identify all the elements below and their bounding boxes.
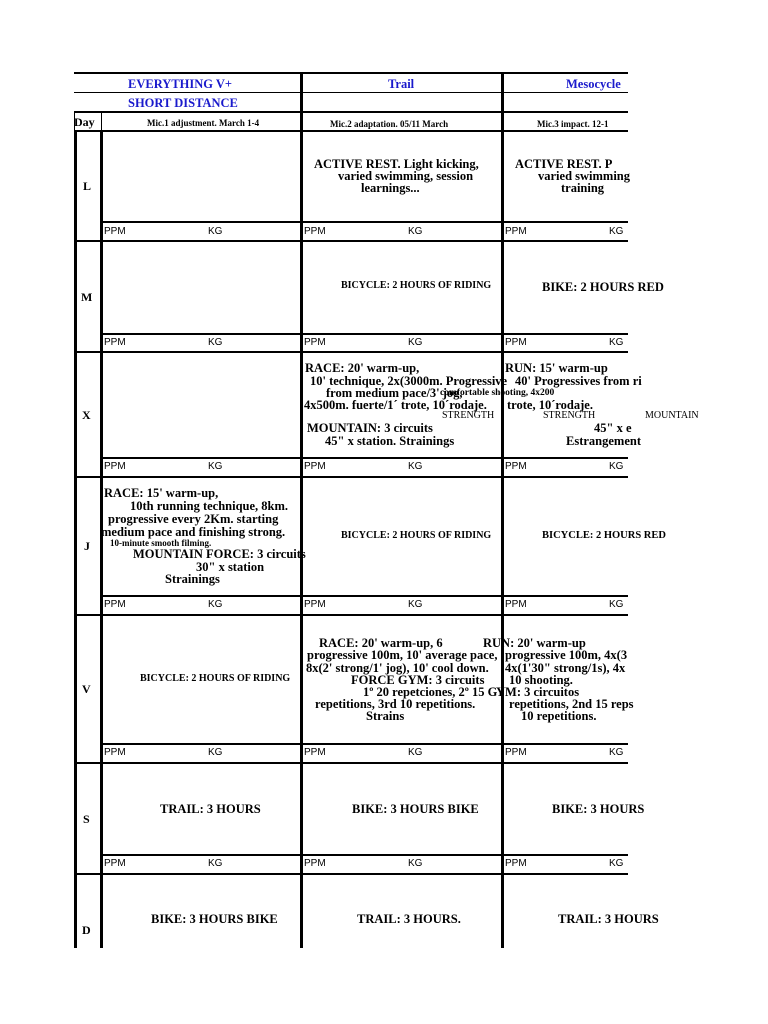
grid-line [74,131,77,948]
grid-line [102,854,628,856]
ppm-label: PPM [304,226,326,237]
grid-line [74,614,628,616]
grid-line [100,131,103,948]
grid-line [74,240,628,242]
session-text: repetitions, 3rd 10 repetitions. [315,697,476,711]
kg-label: KG [408,747,423,758]
ppm-label: PPM [304,747,326,758]
grid-line [101,111,102,131]
session-text: BICYCLE: 2 HOURS OF RIDING [140,673,291,684]
mesocycle-header: Mesocycle [566,77,621,91]
grid-line [74,72,628,74]
session-text: 10' technique, 2x(3000m. Progressive [310,374,508,388]
plan-title: EVERYTHING V+ [128,77,233,91]
session-text: MOUNTAIN [645,410,699,421]
kg-label: KG [208,337,223,348]
kg-label: KG [208,858,223,869]
ppm-label: PPM [505,858,527,869]
session-text: BIKE: 3 HOURS BIKE [151,912,278,926]
day-label-wednesday: X [82,408,91,422]
ppm-label: PPM [505,461,527,472]
grid-line [300,72,303,948]
ppm-label: PPM [505,747,527,758]
session-text: 30" x station [196,560,265,574]
kg-label: KG [609,461,624,472]
kg-label: KG [609,337,624,348]
kg-label: KG [609,599,624,610]
microcycle-1-header: Mic.1 adjustment. March 1-4 [147,118,260,128]
session-text: repetitions, 2nd 15 reps [509,697,634,711]
session-text: TRAIL: 3 HOURS [160,802,261,816]
session-text: RUN: 15' warm-up [505,361,608,375]
session-text: STRENGTH [442,410,495,421]
session-text: Strainings [165,572,220,586]
session-text: BIKE: 3 HOURS BIKE [352,802,479,816]
session-text: from medium pace/3' jog, [326,386,463,400]
ppm-label: PPM [104,337,126,348]
session-text: 45" x station. Strainings [325,434,455,448]
grid-line [74,351,628,353]
session-text: varied swimming, session [338,169,474,183]
session-text: 4x500m. fuerte/1´ trote, 10´rodaje. [304,398,487,412]
grid-line [74,762,628,764]
kg-label: KG [609,226,624,237]
session-text: medium pace and finishing strong. [101,525,286,539]
kg-label: KG [408,858,423,869]
ppm-label: PPM [304,461,326,472]
ppm-label: PPM [104,461,126,472]
plan-subtitle: SHORT DISTANCE [128,96,238,110]
day-label-tuesday: M [81,290,93,304]
session-text: TRAIL: 3 HOURS. [357,912,461,926]
grid-line [102,457,628,459]
session-note: 10-minute smooth filming. [110,538,212,548]
session-text: 1º 20 repetciones, 2º 15 G [363,685,498,699]
grid-line [74,111,628,113]
session-text: 10 shooting. [509,673,573,687]
session-text: trote, 10´rodaje. [507,398,593,412]
ppm-label: PPM [104,599,126,610]
session-text: progressive 100m, 10' average pace, [307,648,498,662]
session-text: MOUNTAIN FORCE: 3 circuits [133,547,306,561]
session-text: 10th running technique, 8km. [130,499,289,513]
kg-label: KG [408,461,423,472]
session-text: YM: 3 circuitos [496,685,580,699]
session-text: ACTIVE REST. Light kicking, [314,157,479,171]
session-text: RACE: 20' warm-up, 6 [319,636,443,650]
grid-line [102,595,628,597]
kg-label: KG [208,226,223,237]
microcycle-3-header: Mic.3 impact. 12-1 [537,119,609,129]
kg-label: KG [609,747,624,758]
ppm-label: PPM [505,599,527,610]
ppm-label: PPM [505,337,527,348]
session-text: BIKE: 3 HOURS [552,802,645,816]
discipline-header: Trail [388,77,415,91]
day-label-friday: V [82,682,91,696]
day-label-saturday: S [83,812,90,826]
session-text: BICYCLE: 2 HOURS OF RIDING [341,280,492,291]
session-text: 4x(1'30" strong/1s), 4x [505,661,626,675]
session-text: RACE: 20' warm-up, [305,361,420,375]
session-text: learnings... [361,181,420,195]
session-text: BICYCLE: 2 HOURS OF RIDING [341,530,492,541]
ppm-label: PPM [304,337,326,348]
microcycle-2-header: Mic.2 adaptation. 05/11 March [330,119,449,129]
session-text: 8x(2' strong/1' jog), 10' cool down. [306,661,489,675]
session-text: progressive 100m, 4x(3 [505,648,628,662]
session-note: comfortable shooting, 4x200 [440,388,555,398]
day-label-monday: L [83,179,92,193]
ppm-label: PPM [104,747,126,758]
session-text: STRENGTH [543,410,596,421]
day-column-header: Day [74,115,95,129]
day-label-thursday: J [84,539,90,553]
kg-label: KG [609,858,624,869]
grid-line [501,72,504,948]
grid-line [102,221,628,223]
grid-line [74,873,628,875]
grid-line [74,92,628,93]
kg-label: KG [208,747,223,758]
kg-label: KG [408,599,423,610]
session-text: BICYCLE: 2 HOURS RED [542,530,666,541]
session-text: training [561,181,605,195]
grid-line [74,476,628,478]
session-text: Strains [366,709,405,723]
session-text: varied swimming [538,169,631,183]
session-text: RACE: 15' warm-up, [104,486,219,500]
session-text: Estrangement [566,434,641,448]
session-text: RUN: 20' warm-up [483,636,586,650]
ppm-label: PPM [304,858,326,869]
session-text: MOUNTAIN: 3 circuits [307,421,433,435]
session-text: TRAIL: 3 HOURS [558,912,659,926]
day-label-sunday: D [82,923,91,937]
session-text: 40' Progressives from ri [515,374,642,388]
session-text: BIKE: 2 HOURS RED [542,280,664,294]
ppm-label: PPM [104,858,126,869]
ppm-label: PPM [104,226,126,237]
grid-line [102,333,628,335]
ppm-label: PPM [304,599,326,610]
session-text: 10 repetitions. [521,709,597,723]
kg-label: KG [208,599,223,610]
grid-line [74,130,628,132]
session-text: progressive every 2Km. starting [108,512,279,526]
session-text: FORCE GYM: 3 circuits [351,673,485,687]
session-text: ACTIVE REST. P [515,157,613,171]
kg-label: KG [208,461,223,472]
kg-label: KG [408,337,423,348]
ppm-label: PPM [505,226,527,237]
kg-label: KG [408,226,423,237]
grid-line [102,743,628,745]
session-text: 45" x e [594,421,632,435]
